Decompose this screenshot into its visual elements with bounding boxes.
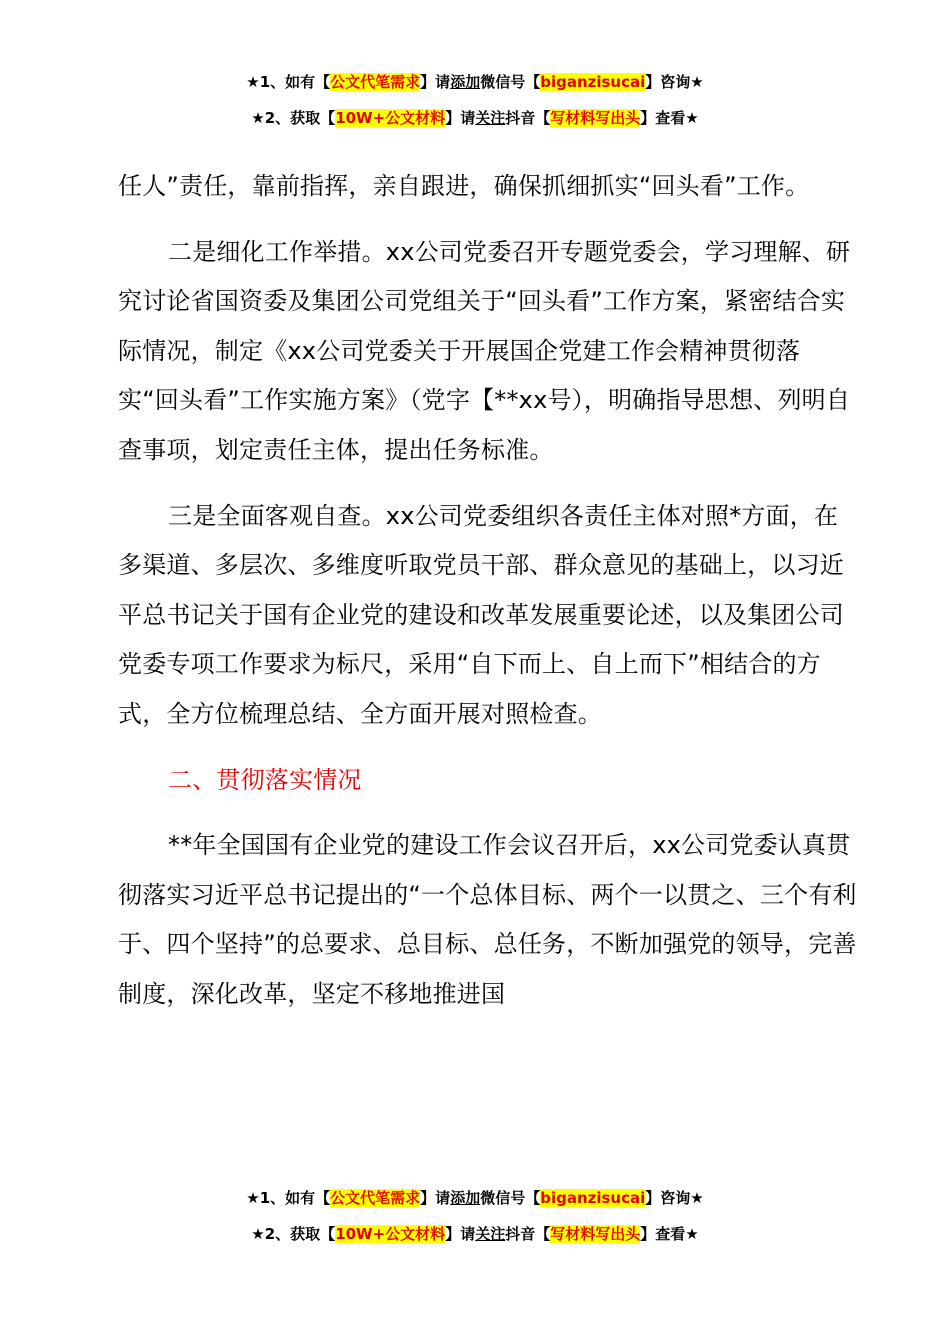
banner-text: 抖音【 (505, 109, 551, 127)
banner-text: ★1、如有【 (246, 1189, 331, 1207)
banner-text: 】请 (445, 1225, 476, 1243)
banner-text: 】咨询★ (645, 1189, 704, 1207)
banner-underline: 添加 (450, 1189, 481, 1207)
paragraph: **年全国国有企业党的建设工作会议召开后，xx公司党委认真贯彻落实习近平总书记提出的“一个总体目标、两个一以贯之、三个有利于、四个坚持”的总要求、总目标、总任务，不断加强党的领导，完善制度，深化改革，坚定不移地推进国 (118, 831, 857, 1008)
section-heading: 二、贯彻落实情况 (168, 765, 362, 794)
banner-underline: 添加 (450, 73, 481, 91)
document-body (118, 162, 858, 1036)
banner-highlight: 10W+公文材料 (335, 109, 446, 127)
banner-text: 】请 (445, 109, 476, 127)
header-banner (0, 64, 950, 136)
banner-text: 】咨询★ (645, 73, 704, 91)
banner-text: 】查看★ (640, 1225, 699, 1243)
banner-text: ★2、获取【 (251, 109, 336, 127)
paragraph: 三是全面客观自查。xx公司党委组织各责任主体对照*方面，在多渠道、多层次、多维度听取党员干部、群众意见的基础上，以习近平总书记关于国有企业党的建设和改革发展重要论述，以及集团公司党委专项工作要求为标尺，采用“自下而上、自上而下”相结合的方式，全方位梳理总结、全方面开展对照检查。 (118, 501, 844, 728)
banner-underline: 关注 (475, 1225, 506, 1243)
banner-line-1 (0, 1180, 950, 1216)
banner-highlight: 10W+公文材料 (335, 1225, 446, 1243)
banner-highlight: 写材料写出头 (550, 109, 641, 127)
banner-underline: 关注 (475, 109, 506, 127)
banner-highlight: biganzisucai (540, 1189, 646, 1207)
banner-text: 抖音【 (505, 1225, 551, 1243)
banner-line-2 (0, 100, 950, 136)
banner-highlight: 公文代笔需求 (330, 1189, 421, 1207)
banner-text: 】请 (420, 1189, 451, 1207)
banner-text: ★1、如有【 (246, 73, 331, 91)
banner-text: 】请 (420, 73, 451, 91)
banner-text: ★2、获取【 (251, 1225, 336, 1243)
banner-highlight: 写材料写出头 (550, 1225, 641, 1243)
footer-banner (0, 1180, 950, 1252)
banner-highlight: biganzisucai (540, 73, 646, 91)
paragraph-continued: 任人”责任，靠前指挥，亲自跟进，确保抓细抓实“回头看”工作。 (118, 172, 810, 200)
banner-highlight: 公文代笔需求 (330, 73, 421, 91)
banner-line-2 (0, 1216, 950, 1252)
banner-text: 微信号【 (480, 1189, 541, 1207)
banner-text: 微信号【 (480, 73, 541, 91)
banner-line-1 (0, 64, 950, 100)
paragraph: 二是细化工作举措。xx公司党委召开专题党委会，学习理解、研究讨论省国资委及集团公司党组关于“回头看”工作方案，紧密结合实际情况，制定《xx公司党委关于开展国企党建工作会精神贯彻落实“回头看”工作实施方案》（党字【**xx号），明确指导思想、列明自查事项，划定责任主体，提出任务标准。 (118, 237, 851, 464)
banner-text: 】查看★ (640, 109, 699, 127)
